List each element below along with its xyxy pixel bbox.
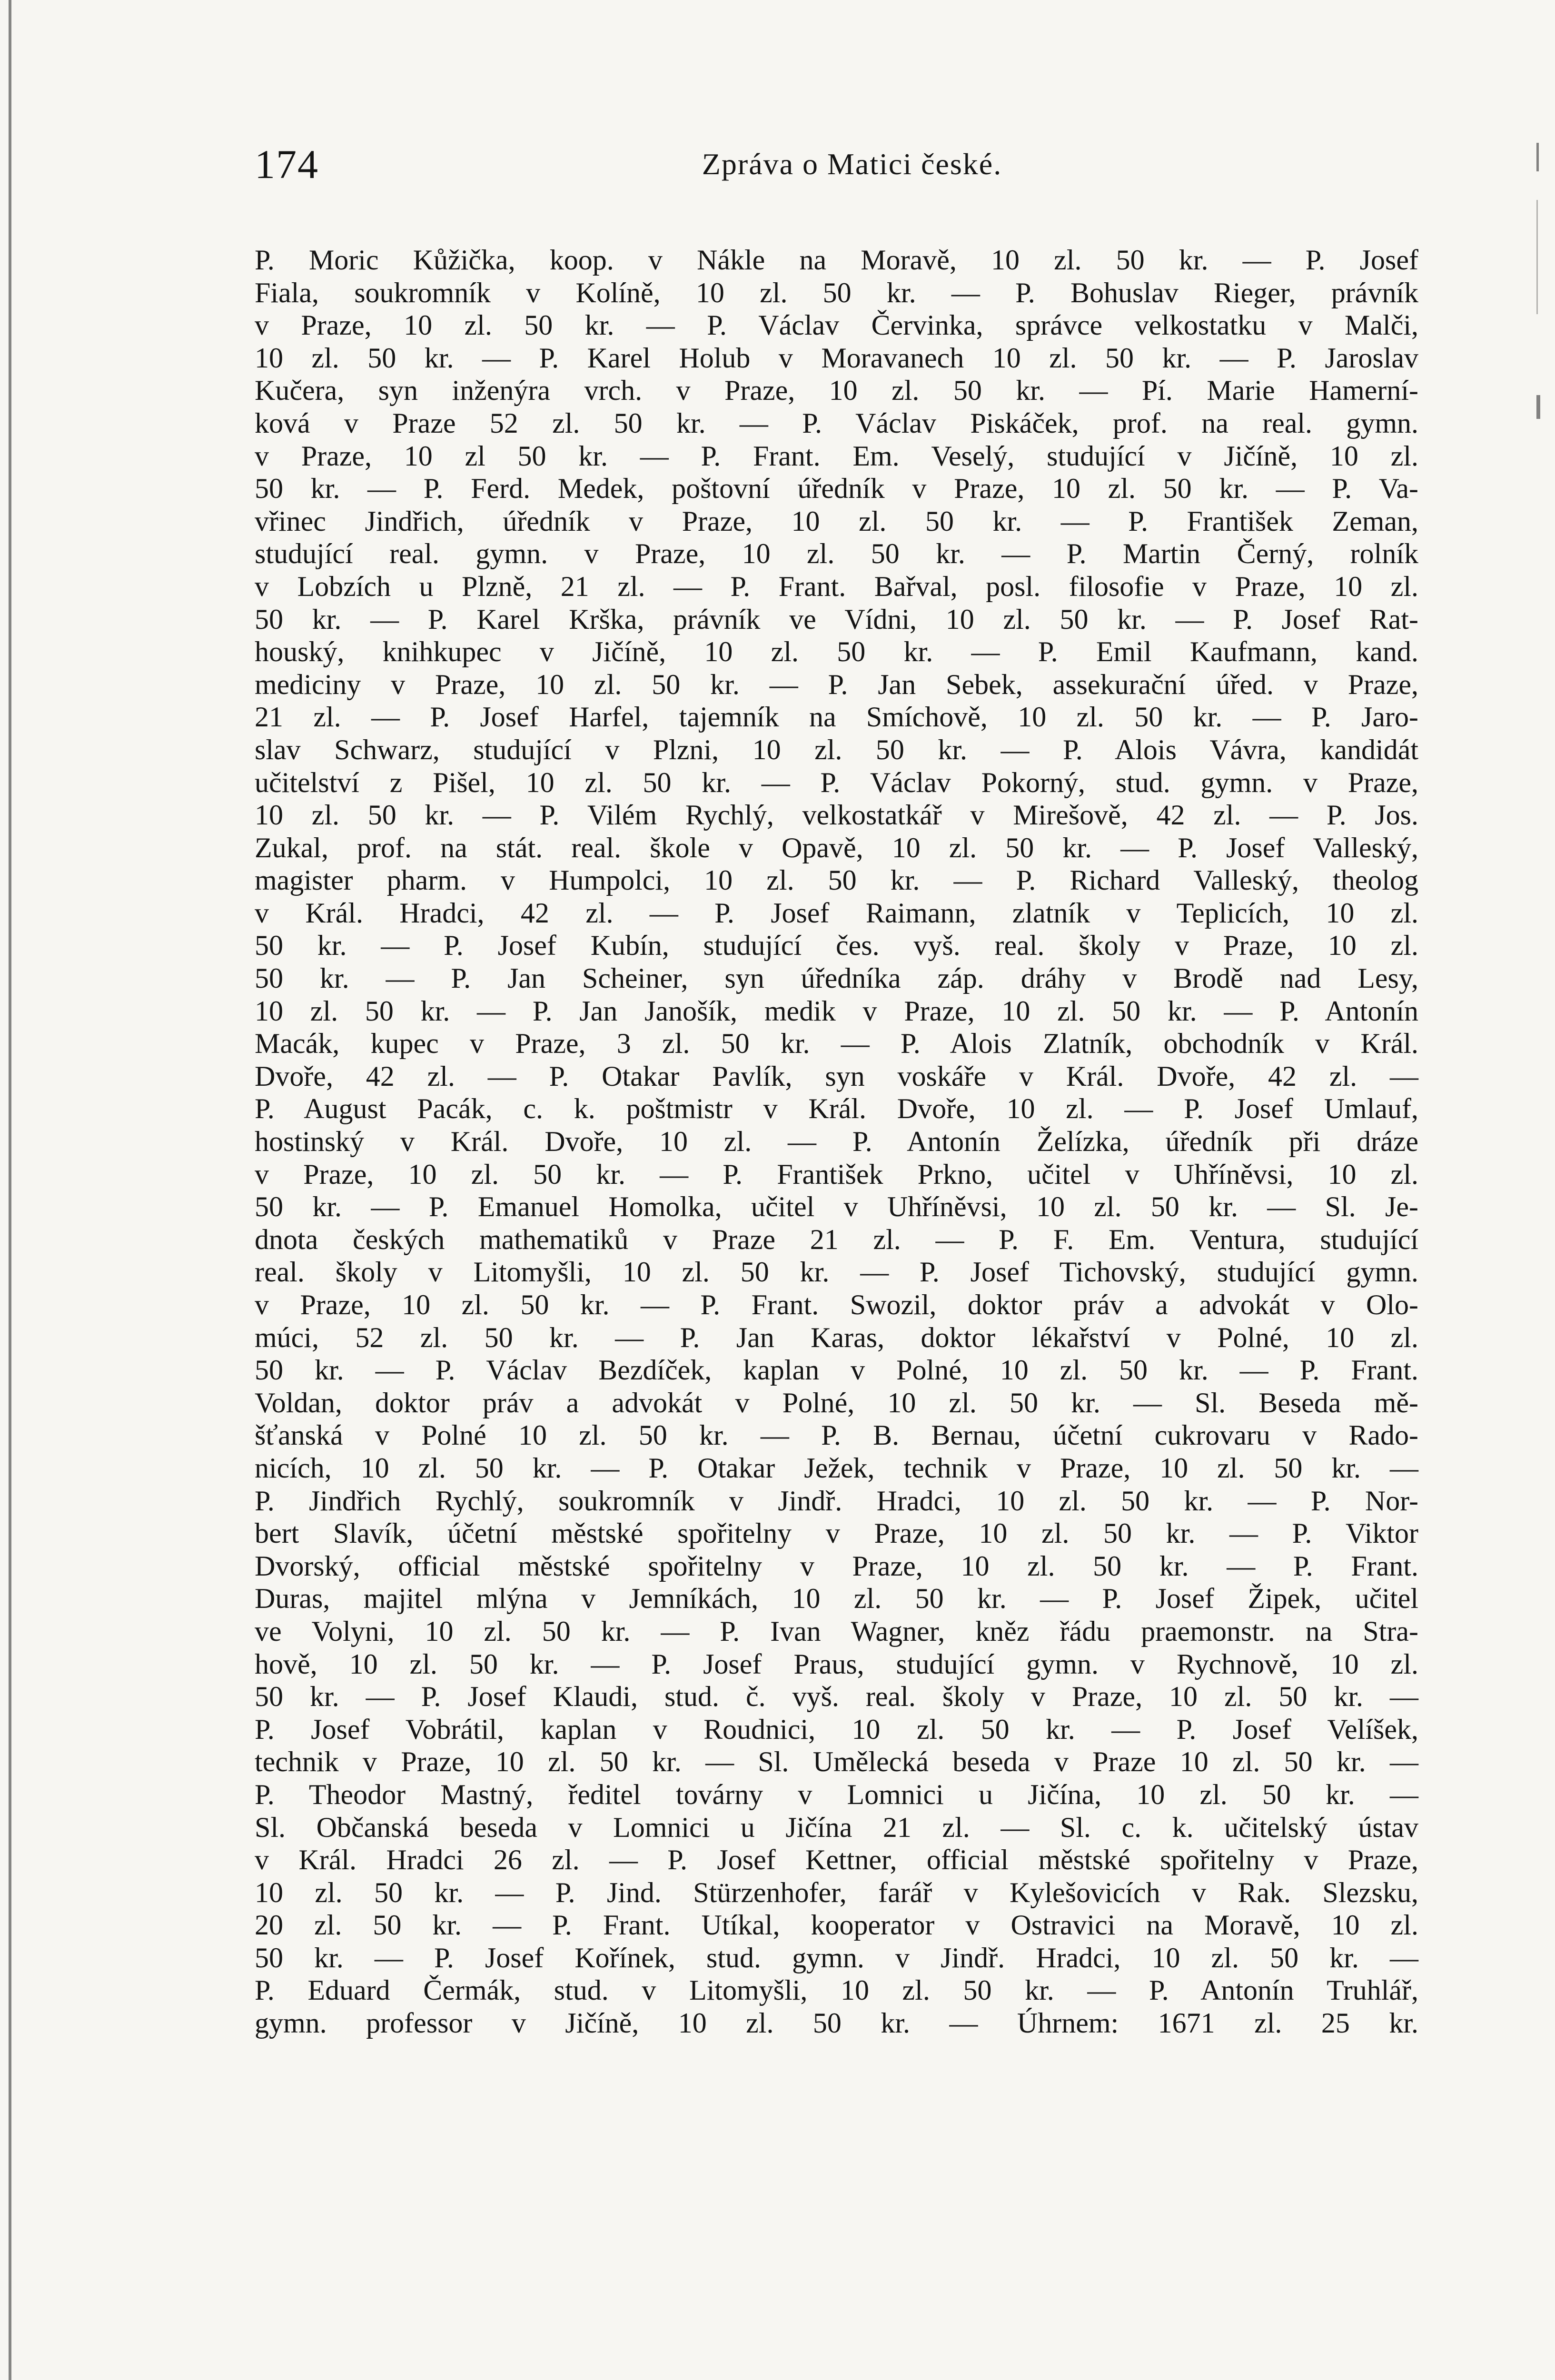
text-line: v Praze, 10 zl. 50 kr. — P. Frant. Swozil, doktor práv a advokát v Olo- (255, 1289, 1418, 1320)
margin-mark (1536, 200, 1538, 314)
text-line: 10 zl. 50 kr. — P. Jind. Stürzenhofer, farář v Kylešovicích v Rak. Slezsku, (255, 1876, 1418, 1908)
page-number: 174 (255, 141, 319, 187)
text-line: 50 kr. — P. Josef Kubín, studující čes. vyš. real. školy v Praze, 10 zl. (255, 930, 1418, 962)
text-line: v Praze, 10 zl. 50 kr. — P. František Prkno, učitel v Uhříněvsi, 10 zl. (255, 1158, 1418, 1190)
text-line: Voldan, doktor práv a advokát v Polné, 10 zl. 50 kr. — Sl. Beseda mě- (255, 1387, 1418, 1418)
text-line: Dvoře, 42 zl. — P. Otakar Pavlík, syn voskáře v Král. Dvoře, 42 zl. — (255, 1060, 1418, 1092)
margin-mark (1536, 143, 1539, 171)
text-line: P. Josef Vobrátil, kaplan v Roudnici, 10 zl. 50 kr. — P. Josef Velíšek, (255, 1713, 1418, 1745)
text-line: Dvorský, official městské spořitelny v Praze, 10 zl. 50 kr. — P. Frant. (255, 1550, 1418, 1582)
page-edge-shadow (9, 0, 11, 2380)
text-line: 50 kr. — P. Josef Klaudi, stud. č. vyš. real. školy v Praze, 10 zl. 50 kr. — (255, 1681, 1418, 1713)
text-line: gymn. professor v Jičíně, 10 zl. 50 kr. — Úhrnem: 1671 zl. 25 kr. (255, 2007, 1418, 2039)
text-line: Fiala, soukromník v Kolíně, 10 zl. 50 kr. — P. Bohuslav Rieger, právník (255, 277, 1418, 308)
text-line: 20 zl. 50 kr. — P. Frant. Utíkal, kooperator v Ostravici na Moravě, 10 zl. (255, 1909, 1418, 1941)
text-line: P. Moric Kůžička, koop. v Nákle na Moravě, 10 zl. 50 kr. — P. Josef (255, 244, 1418, 276)
text-line: bert Slavík, účetní městské spořitelny v Praze, 10 zl. 50 kr. — P. Viktor (255, 1517, 1418, 1549)
text-line: 50 kr. — P. Emanuel Homolka, učitel v Uhříněvsi, 10 zl. 50 kr. — Sl. Je- (255, 1191, 1418, 1223)
text-line: vřinec Jindřich, úředník v Praze, 10 zl. 50 kr. — P. František Zeman, (255, 505, 1418, 537)
text-line: Zukal, prof. na stát. real. škole v Opavě, 10 zl. 50 kr. — P. Josef Valleský, (255, 832, 1418, 863)
text-line: 10 zl. 50 kr. — P. Vilém Rychlý, velkostatkář v Mirešově, 42 zl. — P. Jos. (255, 799, 1418, 831)
text-line: 10 zl. 50 kr. — P. Karel Holub v Moravanech 10 zl. 50 kr. — P. Jaroslav (255, 342, 1418, 374)
text-line: magister pharm. v Humpolci, 10 zl. 50 kr. — P. Richard Valleský, theolog (255, 864, 1418, 896)
text-line: 10 zl. 50 kr. — P. Jan Janošík, medik v Praze, 10 zl. 50 kr. — P. Antonín (255, 995, 1418, 1027)
text-line: studující real. gymn. v Praze, 10 zl. 50 kr. — P. Martin Černý, rolník (255, 538, 1418, 570)
text-line: 50 kr. — P. Jan Scheiner, syn úředníka záp. dráhy v Brodě nad Lesy, (255, 962, 1418, 994)
text-line: v Král. Hradci, 42 zl. — P. Josef Raimann, zlatník v Teplicích, 10 zl. (255, 897, 1418, 929)
page-header (255, 138, 1449, 190)
text-line: dnota českých mathematiků v Praze 21 zl. — P. F. Em. Ventura, studující (255, 1223, 1418, 1255)
text-line: P. Jindřich Rychlý, soukromník v Jindř. Hradci, 10 zl. 50 kr. — P. Nor- (255, 1485, 1418, 1517)
text-line: 50 kr. — P. Josef Kořínek, stud. gymn. v Jindř. Hradci, 10 zl. 50 kr. — (255, 1942, 1418, 1973)
text-line: houský, knihkupec v Jičíně, 10 zl. 50 kr. — P. Emil Kaufmann, kand. (255, 636, 1418, 668)
text-line: hostinský v Král. Dvoře, 10 zl. — P. Antonín Želízka, úředník při dráze (255, 1126, 1418, 1158)
text-line: ve Volyni, 10 zl. 50 kr. — P. Ivan Wagner, kněz řádu praemonstr. na Stra- (255, 1615, 1418, 1647)
text-line: v Praze, 10 zl. 50 kr. — P. Václav Červinka, správce velkostatku v Malči, (255, 309, 1418, 341)
text-line: 50 kr. — P. Karel Krška, právník ve Vídni, 10 zl. 50 kr. — P. Josef Rat- (255, 603, 1418, 635)
text-line: 21 zl. — P. Josef Harfel, tajemník na Smíchově, 10 zl. 50 kr. — P. Jaro- (255, 701, 1418, 733)
text-line: P. August Pacák, c. k. poštmistr v Král. Dvoře, 10 zl. — P. Josef Umlauf, (255, 1093, 1418, 1125)
text-line: Macák, kupec v Praze, 3 zl. 50 kr. — P. Alois Zlatník, obchodník v Král. (255, 1028, 1418, 1060)
text-line: Duras, majitel mlýna v Jemníkách, 10 zl. 50 kr. — P. Josef Žipek, učitel (255, 1583, 1418, 1615)
body-text (255, 244, 1418, 2040)
text-line: P. Eduard Čermák, stud. v Litomyšli, 10 zl. 50 kr. — P. Antonín Truhlář, (255, 1974, 1418, 2006)
text-line: v Lobzích u Plzně, 21 zl. — P. Frant. Bařval, posl. filosofie v Praze, 10 zl. (255, 570, 1418, 602)
text-line: v Král. Hradci 26 zl. — P. Josef Kettner, official městské spořitelny v Praze, (255, 1844, 1418, 1876)
text-line: mediciny v Praze, 10 zl. 50 kr. — P. Jan Sebek, assekurační úřed. v Praze, (255, 668, 1418, 700)
text-line: real. školy v Litomyšli, 10 zl. 50 kr. — P. Josef Tichovský, studující gymn. (255, 1256, 1418, 1288)
text-line: šťanská v Polné 10 zl. 50 kr. — P. B. Bernau, účetní cukrovaru v Rado- (255, 1419, 1418, 1451)
text-line: slav Schwarz, studující v Plzni, 10 zl. 50 kr. — P. Alois Vávra, kandidát (255, 734, 1418, 765)
running-head: Zpráva o Matici české. (702, 147, 1002, 181)
text-line: hově, 10 zl. 50 kr. — P. Josef Praus, studující gymn. v Rychnově, 10 zl. (255, 1648, 1418, 1680)
text-line: múci, 52 zl. 50 kr. — P. Jan Karas, doktor lékařství v Polné, 10 zl. (255, 1321, 1418, 1353)
text-line: učitelství z Pišel, 10 zl. 50 kr. — P. Václav Pokorný, stud. gymn. v Praze, (255, 766, 1418, 798)
text-line: 50 kr. — P. Václav Bezdíček, kaplan v Polné, 10 zl. 50 kr. — P. Frant. (255, 1354, 1418, 1386)
text-line: Sl. Občanská beseda v Lomnici u Jičína 21 zl. — Sl. c. k. učitelský ústav (255, 1811, 1418, 1843)
text-line: nicích, 10 zl. 50 kr. — P. Otakar Ježek, technik v Praze, 10 zl. 50 kr. — (255, 1452, 1418, 1484)
text-line: ková v Praze 52 zl. 50 kr. — P. Václav Piskáček, prof. na real. gymn. (255, 407, 1418, 439)
text-line: P. Theodor Mastný, ředitel továrny v Lomnici u Jičína, 10 zl. 50 kr. — (255, 1778, 1418, 1810)
text-line: Kučera, syn inženýra vrch. v Praze, 10 zl. 50 kr. — Pí. Marie Hamerní- (255, 375, 1418, 407)
margin-mark (1536, 395, 1540, 419)
text-line: technik v Praze, 10 zl. 50 kr. — Sl. Umělecká beseda v Praze 10 zl. 50 kr. — (255, 1746, 1418, 1778)
text-line: 50 kr. — P. Ferd. Medek, poštovní úředník v Praze, 10 zl. 50 kr. — P. Va- (255, 473, 1418, 505)
text-line: v Praze, 10 zl 50 kr. — P. Frant. Em. Veselý, studující v Jičíně, 10 zl. (255, 440, 1418, 472)
